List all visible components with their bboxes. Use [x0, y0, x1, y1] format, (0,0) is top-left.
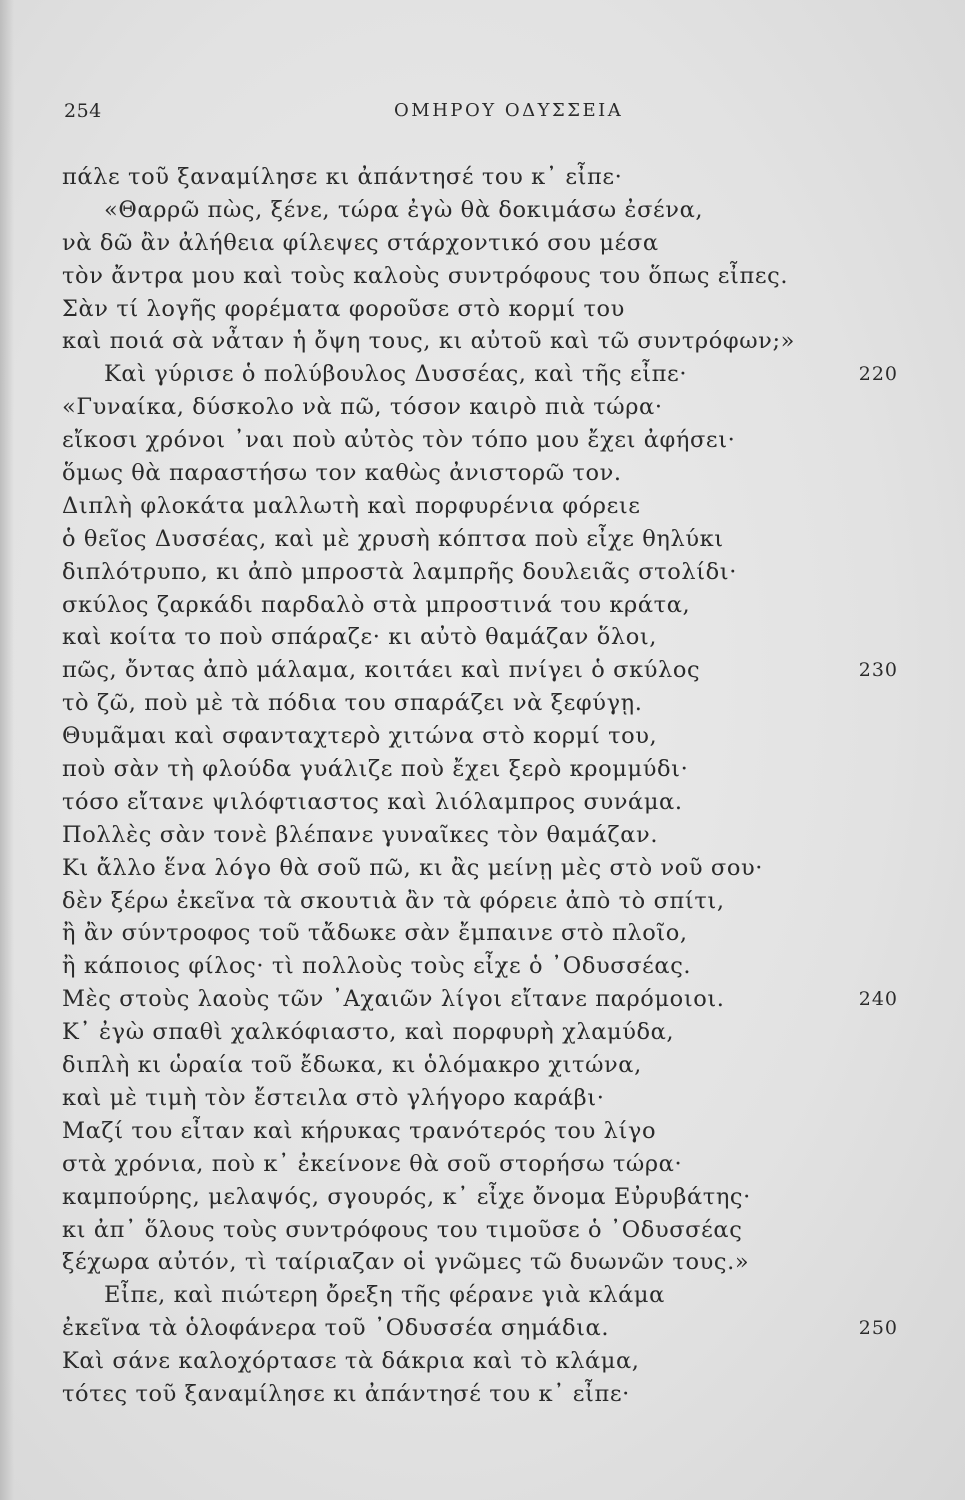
verse-line [62, 589, 898, 622]
verse-text: νὰ δῶ ἂν ἀλήθεια φίλεψες στάρχοντικό σου μέσα [62, 229, 659, 256]
verse-line [62, 917, 898, 950]
verse-line [62, 885, 898, 918]
verse-line [62, 654, 898, 687]
line-number: 220 [858, 363, 898, 386]
verse-line [62, 1312, 898, 1345]
verse-text: «Θαρρῶ πὼς, ξένε, τώρα ἐγὼ θὰ δοκιμάσω ἐσένα, [104, 196, 704, 223]
verse-text: Μαζί του εἶταν καὶ κήρυκας τρανότερός του λίγο [62, 1117, 657, 1144]
verse-text: Πολλὲς σὰν τονὲ βλέπανε γυναῖκες τὸν θαμάζαν. [62, 821, 659, 848]
verse-text: καὶ μὲ τιμὴ τὸν ἔστειλα στὸ γλήγορο καράβι· [62, 1084, 605, 1111]
verse-text: «Γυναίκα, δύσκολο νὰ πῶ, τόσον καιρὸ πιὰ τώρα· [62, 394, 663, 421]
verse-line [62, 1049, 898, 1082]
verse-line [62, 852, 898, 885]
verse-text: πῶς, ὄντας ἀπὸ μάλαμα, κοιτάει καὶ πνίγει ὁ σκύλος [62, 657, 701, 684]
verse-line [62, 358, 898, 391]
verse-text: διπλὴ κι ὡραία τοῦ ἔδωκα, κι ὁλόμακρο χιτώνα, [62, 1052, 642, 1079]
verse-line [62, 391, 898, 424]
verse-text: Εἶπε, καὶ πιώτερη ὄρεξη τῆς φέρανε γιὰ κλάμα [104, 1282, 665, 1309]
verse-text: Καὶ σάνε καλοχόρτασε τὰ δάκρια καὶ τὸ κλάμα, [62, 1348, 640, 1375]
verse-text: ὁ θεῖος Δυσσέας, καὶ μὲ χρυσὴ κόπτσα ποὺ εἶχε θηλύκι [62, 525, 724, 552]
verse-text: τόσο εἴτανε ψιλόφτιαστος καὶ λιόλαμπρος συνάμα. [62, 788, 683, 815]
verse-text: στὰ χρόνια, ποὺ κ᾿ ἐκείνονε θὰ σοῦ στορήσω τώρα· [62, 1150, 683, 1177]
line-number: 230 [858, 659, 898, 682]
verse-line [62, 1279, 898, 1312]
verse-line [62, 753, 898, 786]
verse-line [62, 687, 898, 720]
verse-line [62, 1148, 898, 1181]
verse-line [62, 819, 898, 852]
verse-line [62, 1115, 898, 1148]
verse-text: καμπούρης, μελαψός, σγουρός, κ᾿ εἶχε ὄνομα Εὐρυβάτης· [62, 1183, 751, 1210]
line-number: 250 [858, 1317, 898, 1340]
verse-line [62, 621, 898, 654]
verse-text: ἢ κάποιος φίλος· τὶ πολλοὺς τοὺς εἶχε ὁ ᾿Οδυσσέας. [62, 953, 692, 980]
verse-text: Σὰν τί λογῆς φορέματα φοροῦσε στὸ κορμί του [62, 295, 625, 322]
verse-text: τὸ ζῶ, ποὺ μὲ τὰ πόδια του σπαράζει νὰ ξεφύγῃ. [62, 690, 643, 717]
verse-text: Κι ἄλλο ἕνα λόγο θὰ σοῦ πῶ, κι ἂς μείνῃ μὲς στὸ νοῦ σου· [62, 854, 764, 881]
verse-line [62, 720, 898, 753]
verse-line [62, 786, 898, 819]
line-number: 240 [858, 988, 898, 1011]
page-number: 254 [64, 100, 102, 122]
verse-text: καὶ κοίτα το ποὺ σπάραζε· κι αὐτὸ θαμάζαν ὅλοι, [62, 624, 658, 651]
verse-text: Καὶ γύρισε ὁ πολύβουλος Δυσσέας, καὶ τῆς εἶπε· [104, 361, 688, 388]
verse-line [62, 161, 898, 194]
verse-line [62, 1246, 898, 1279]
verse-line [62, 1214, 898, 1247]
verse-text: ἢ ἂν σύντροφος τοῦ τἄδωκε σὰν ἔμπαινε στὸ πλοῖο, [62, 920, 688, 947]
verse-line [62, 424, 898, 457]
verse-line [62, 983, 898, 1016]
verse-line [62, 1181, 898, 1214]
verse-line [62, 950, 898, 983]
verse-text: ὅμως θὰ παραστήσω τον καθὼς ἀνιστορῶ τον. [62, 460, 622, 487]
verse-text: πάλε τοῦ ξαναμίλησε κι ἀπάντησέ του κ᾿ εἶπε· [62, 164, 623, 190]
verse-text: ποὺ σὰν τὴ φλούδα γυάλιζε ποὺ ἔχει ξερὸ κρομμύδι· [62, 756, 689, 783]
verse-line [62, 325, 898, 358]
verse-line [62, 1016, 898, 1049]
verse-text: καὶ ποιά σὰ νἆταν ἡ ὄψη τους, κι αὐτοῦ καὶ τῶ συντρόφων;» [62, 328, 795, 355]
spine-shadow [0, 0, 14, 1500]
verse-text: κι ἀπ᾿ ὅλους τοὺς συντρόφους του τιμοῦσε ὁ ᾿Οδυσσέας [62, 1216, 743, 1243]
verse-line [62, 293, 898, 326]
verse-line [62, 1082, 898, 1115]
verse-text: Μὲς στοὺς λαοὺς τῶν ᾿Αχαιῶν λίγοι εἴτανε παρόμοιοι. [62, 986, 725, 1013]
verse-text: ἐκεῖνα τὰ ὁλοφάνερα τοῦ ᾿Οδυσσέα σημάδια. [62, 1315, 610, 1342]
verse-text: Κ᾿ ἐγὼ σπαθὶ χαλκόφιαστο, καὶ πορφυρὴ χλαμύδα, [62, 1019, 675, 1046]
verse-text: Θυμᾶμαι καὶ σφανταχτερὸ χιτώνα στὸ κορμί του, [62, 723, 658, 750]
verse-text: τότες τοῦ ξαναμίλησε κι ἀπάντησέ του κ᾿ εἶπε· [62, 1380, 630, 1407]
verse-line [62, 227, 898, 260]
verse-line [62, 523, 898, 556]
verse-text: Διπλὴ φλοκάτα μαλλωτὴ καὶ πορφυρένια φόρειε [62, 492, 641, 519]
verse-text: διπλότρυπο, κι ἀπὸ μπροστὰ λαμπρῆς δουλειᾶς στολίδι· [62, 558, 737, 585]
verse-line [62, 556, 898, 589]
page-header [64, 100, 904, 136]
verse-line [62, 490, 898, 523]
verse-line [62, 1345, 898, 1378]
verse-line [62, 1378, 898, 1411]
verse-line [62, 194, 898, 227]
verse-text: σκύλος ζαρκάδι παρδαλὸ στὰ μπροστινά του κράτα, [62, 591, 691, 618]
verse-list [62, 161, 898, 1411]
verse-text: ξέχωρα αὐτόν, τὶ ταίριαζαν οἱ γνῶμες τῶ δυωνῶν τους.» [62, 1249, 750, 1276]
verse-line [62, 260, 898, 293]
verse-text: δὲν ξέρω ἐκεῖνα τὰ σκουτιὰ ἂν τὰ φόρειε ἀπὸ τὸ σπίτι, [62, 887, 725, 914]
verse-line [62, 457, 898, 490]
running-title: ΟΜΗΡΟΥ ΟΔΥΣΣΕΙΑ [394, 100, 624, 121]
verse-text: εἴκοσι χρόνοι ᾿ναι ποὺ αὐτὸς τὸν τόπο μου ἔχει ἀφήσει· [62, 427, 736, 454]
verse-text: τὸν ἄντρα μου καὶ τοὺς καλοὺς συντρόφους του ὅπως εἶπες. [62, 262, 789, 289]
